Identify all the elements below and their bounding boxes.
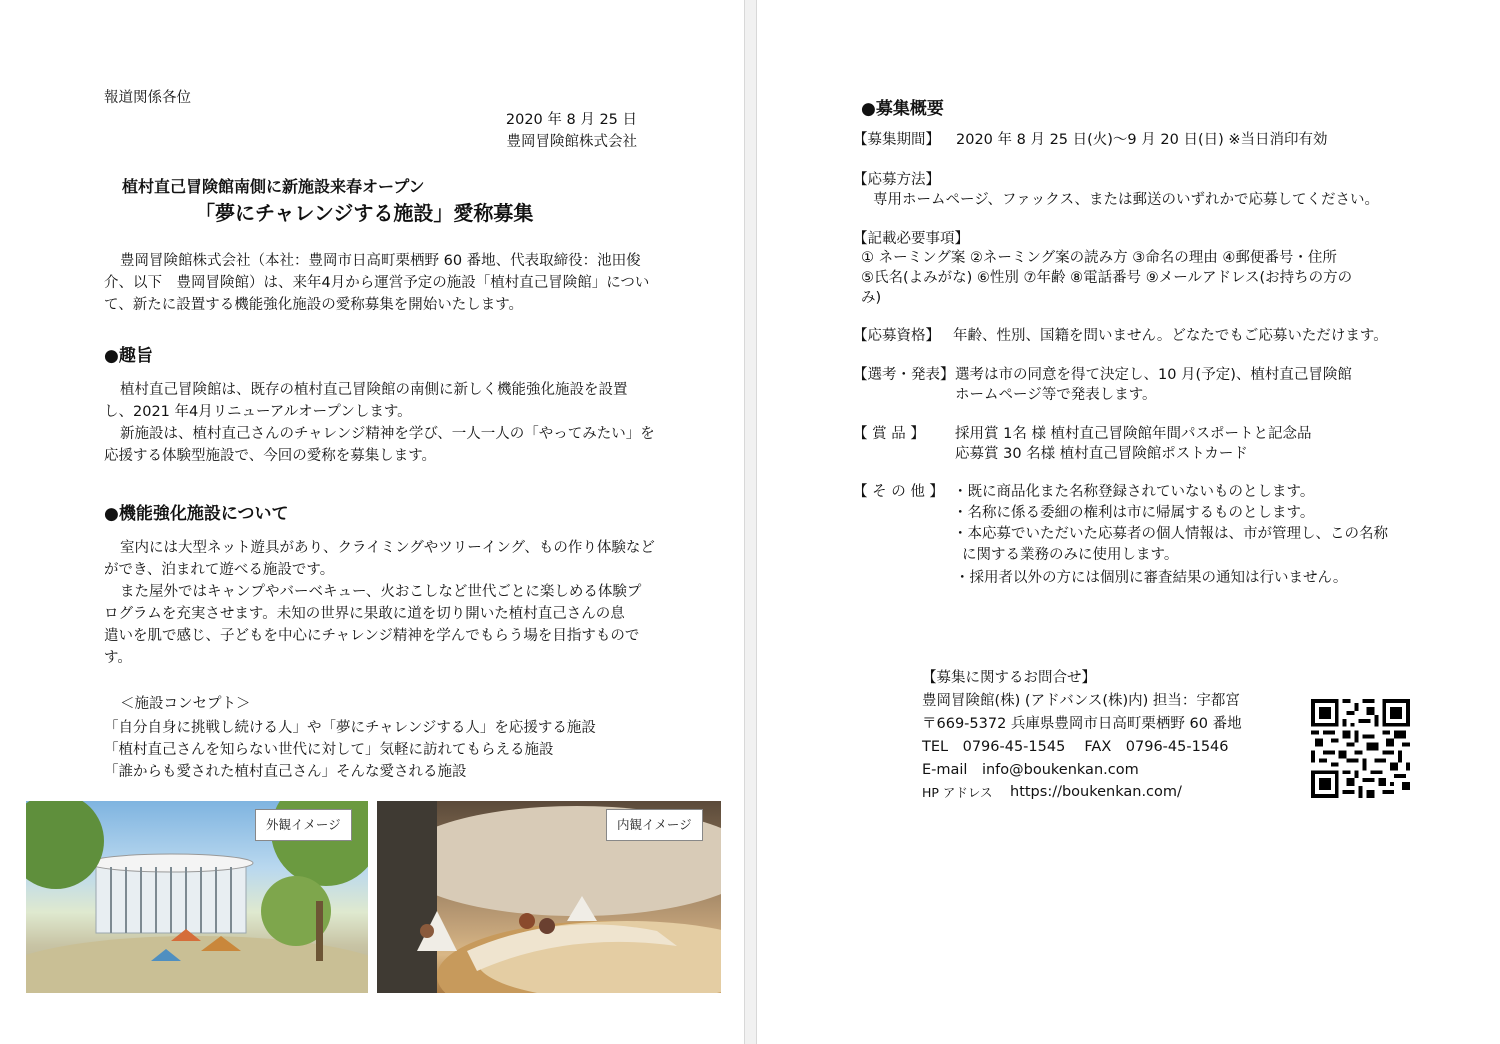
intro-line: 豊岡冒険館株式会社（本社：豊岡市日高町栗栖野 60 番地、代表取締役：池田俊 [120,253,641,269]
other-line: に関する業務のみに使用します。 [962,547,1179,563]
contact-hp-label: HP アドレス [922,785,993,800]
facility-line: ログラムを充実させます。未知の世界に果敢に道を切り開いた植村直己さんの息 [104,606,625,622]
facility-line: 遣いを肌で感じ、子どもを中心にチャレンジ精神を学んでもらう場を目指すもので [104,628,640,644]
required-line: ⑤氏名(よみがな) ⑥性別 ⑦年齢 ⑧電話番号 ⑨メールアドレス(お持ちの方の [861,270,1353,286]
eligibility-label: 【応募資格】 [853,328,940,344]
selection-line: 選考は市の同意を得て決定し、10 月(予定)、植村直己冒険館 [955,367,1352,383]
intro-line: 介、以下 豊岡冒険館）は、来年4月から運営予定の施設「植村直己冒険館」につい [104,275,650,291]
other-line: ・名称に係る委細の権利は市に帰属するものとします。 [953,505,1315,521]
selection-label: 【選考・発表】 [853,367,955,383]
method-label: 【応募方法】 [853,172,940,188]
facility-line: す。 [104,650,132,666]
selection-line: ホームページ等で発表します。 [955,387,1157,403]
qr-code-icon[interactable] [1311,699,1410,798]
purpose-line: し、2021 年4月リニューアルオープンします。 [104,404,412,420]
company-name: 豊岡冒険館株式会社 [506,134,637,150]
purpose-line: 新施設は、植村直己さんのチャレンジ精神を学び、一人一人の「やってみたい」を [120,426,655,442]
purpose-paragraph [104,379,655,467]
other-label: 【 そ の 他 】 [853,484,944,500]
required-list [861,248,1401,308]
facility-line: また屋外ではキャンプやバーベキュー、火おこしなど世代ごとに楽しめる体験プ [120,584,642,600]
required-label: 【記載必要事項】 [853,231,969,247]
left-page [0,0,744,1044]
intro-line: て、新たに設置する機能強化施設の愛称募集を開始いたします。 [104,297,524,313]
facility-paragraph [104,537,655,669]
exterior-label: 外観イメージ [255,809,352,841]
concept-item: 「植村直己さんを知らない世代に対して」気軽に訪れてもらえる施設 [104,742,554,758]
contact-tel-fax: TEL 0796-45-1545 FAX 0796-45-1546 [922,739,1229,755]
other-line: ・既に商品化また名称登録されていないものとします。 [953,484,1315,500]
concept-list [104,717,644,783]
subtitle: 植村直己冒険館南側に新施設来春オープン [122,177,425,196]
purpose-line: 植村直己冒険館は、既存の植村直己冒険館の南側に新しく機能強化施設を設置 [120,382,628,398]
contact-org: 豊岡冒険館(株) (アドバンス(株)内) 担当：宇都宮 [922,693,1240,709]
period-label: 【募集期間】 [853,132,940,148]
other-line: ・採用者以外の方には個別に審査結果の通知は行いません。 [955,570,1348,586]
method-value: 専用ホームページ、ファックス、または郵送のいずれかで応募してください。 [873,192,1380,208]
required-line: み) [861,290,882,306]
page-gutter [744,0,757,1044]
exterior-image [26,801,368,993]
facility-line: ができ、泊まれて遊べる施設です。 [104,562,335,578]
interior-image [377,801,721,993]
facility-heading: ●機能強化施設について [104,504,289,524]
contact-heading: 【募集に関するお問合せ】 [922,670,1096,686]
contact-email: E-mail info@boukenkan.com [922,762,1139,778]
period-value: 2020 年 8 月 25 日(火)～9 月 20 日(日) ※当日消印有効 [956,132,1328,148]
prize-line: 採用賞 1名 様 植村直己冒険館年間パスポートと記念品 [955,426,1312,442]
facility-line: 室内には大型ネット遊具があり、クライミングやツリーイング、もの作り体験など [120,540,655,556]
eligibility-value: 年齢、性別、国籍を問いません。どなたでもご応募いただけます。 [953,328,1388,344]
overview-heading: ●募集概要 [861,99,944,119]
addressee: 報道関係各位 [104,90,191,106]
release-date: 2020 年 8 月 25 日 [505,112,637,128]
prize-label: 【 賞 品 】 [853,426,925,442]
interior-label: 内観イメージ [606,809,703,841]
page-title: 「夢にチャレンジする施設」愛称募集 [195,201,534,225]
required-line: ① ネーミング案 ②ネーミング案の読み方 ③命名の理由 ④郵便番号・住所 [861,250,1337,266]
contact-address: 〒669-5372 兵庫県豊岡市日高町栗栖野 60 番地 [922,716,1242,732]
concept-item: 「誰からも愛された植村直己さん」そんな愛される施設 [104,764,467,780]
intro-paragraph [104,250,650,316]
right-page [757,0,1500,1044]
other-line: ・本応募でいただいた応募者の個人情報は、市が管理し、この名称 [953,526,1388,542]
purpose-heading: ●趣旨 [104,346,153,366]
concept-heading: ＜施設コンセプト＞ [120,696,251,712]
purpose-line: 応援する体験型施設で、今回の愛称を募集します。 [104,448,437,464]
concept-item: 「自分自身に挑戦し続ける人」や「夢にチャレンジする人」を応援する施設 [104,720,596,736]
prize-line: 応募賞 30 名様 植村直己冒険館ポストカード [955,446,1248,462]
contact-hp-url[interactable]: https://boukenkan.com/ [1010,784,1182,800]
